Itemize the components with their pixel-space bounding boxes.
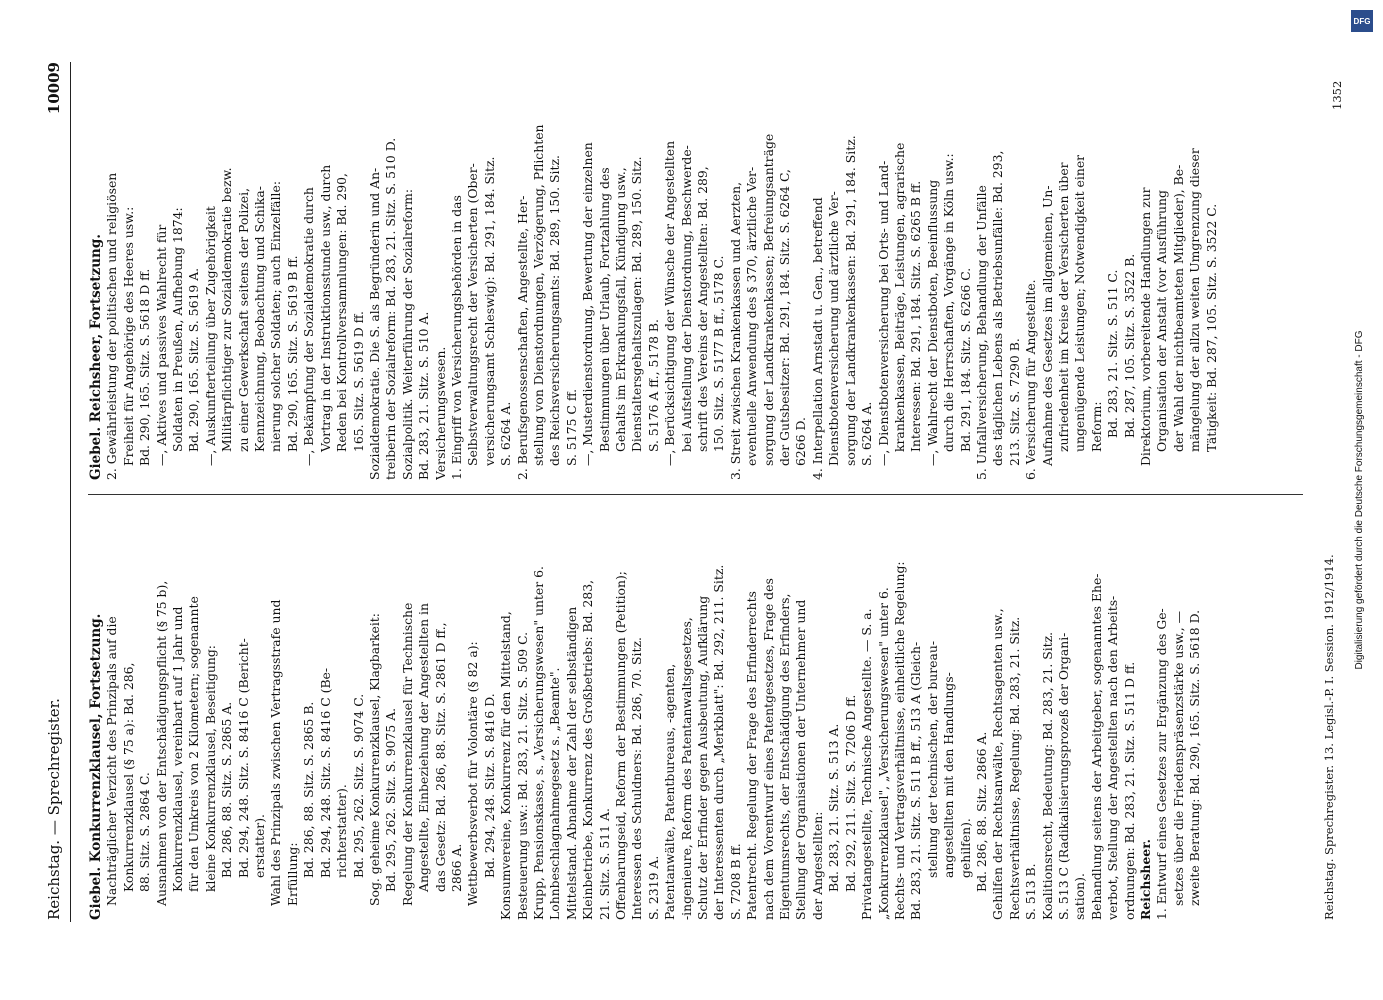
register-line: Offenbarungseid, Reform der Bestimmungen (Petition); xyxy=(613,571,628,920)
register-line: 2. Gewährleistung der politischen und religiösen xyxy=(104,172,120,480)
dfg-credit-text: Digitalisierung gefördert durch die Deutsche Forschungsgemeinschaft - DFG xyxy=(1354,330,1365,670)
register-line: zweite Beratung: Bd. 290, 165. Sitz. S. 5618 D. xyxy=(1187,609,1203,906)
register-line: Konsumvereine, Konkurrenz für den Mittelstand, xyxy=(498,611,514,920)
header-rule xyxy=(70,62,71,922)
register-line: mängelung der allzu weiten Umgrenzung dieser xyxy=(1187,148,1203,452)
register-line: —, Aktives und passives Wahlrecht für xyxy=(153,224,169,466)
dfg-sidebar xyxy=(1342,0,1383,1000)
register-line: Erfüllung: xyxy=(284,842,300,906)
register-line: 6. Versicherung für Angestellte. xyxy=(1023,279,1039,480)
register-line: Schutz der Erfinder gegen Ausbeutung, Aufklärung xyxy=(695,595,711,920)
register-line: 4. Interpellation Arnstadt u. Gen., betreffend xyxy=(809,197,825,480)
register-line: 165. Sitz. S. 5619 D ff. xyxy=(350,311,366,452)
register-line: Rechtsverhältnisse, Regelung: Bd. 283, 21. Sitz. xyxy=(1006,616,1022,920)
register-line: S. 513 C (Radikalisierungsprozeß der Organi- xyxy=(1055,632,1071,920)
register-line: Bd. 295, 262. Sitz. S. 9074 C. xyxy=(350,693,366,878)
register-line: Reichsheer. xyxy=(1138,839,1153,920)
register-line: Bd. 283, 21. Sitz. S. 510 A. xyxy=(416,311,432,480)
register-line: ordnungen: Bd. 283, 21. Sitz. S. 511 D ff. xyxy=(1121,661,1137,920)
column-divider xyxy=(88,494,1303,495)
register-line: Sog. geheime Konkurrenzklausel, Klagbarkeit: xyxy=(366,613,382,906)
page-header-title: Reichstag. — Sprechregister. xyxy=(45,698,63,920)
register-line: stellung von Dienstordnungen, Verzögerung, Pflichten xyxy=(530,124,546,466)
register-line: Bd. 294, 248. Sitz. S. 8416 C (Be- xyxy=(317,667,333,878)
register-line: Bd. 283, 21. Sitz. S. 511 B ff., 513 A (Gleich- xyxy=(908,641,924,920)
register-line: S. 7208 B ff. xyxy=(727,843,743,920)
register-line: Giebel. Reichsheer, Fortsetzung. xyxy=(88,234,104,480)
register-line: erstatter). xyxy=(252,814,268,878)
register-line: Sozialdemokratie. Die S. als Begründerin und An- xyxy=(366,167,382,480)
register-line: -ingenieure, Reform des Patentanwaltsgesetzes, xyxy=(678,617,694,920)
register-line: 88. Sitz. S. 2864 C. xyxy=(137,772,153,892)
register-line: Organisation der Anstalt (vor Ausführung xyxy=(1154,190,1170,452)
register-line: 1. Entwurf eines Gesetzes zur Ergänzung des Ge- xyxy=(1154,608,1170,920)
register-line: Bd. 295, 262. Sitz. S. 9075 A. xyxy=(383,707,399,892)
register-line: Bd. 283, 21. Sitz. S. 513 A. xyxy=(826,723,842,892)
register-line: Bd. 286, 88. Sitz. S. 2865 A. xyxy=(219,701,235,878)
register-line: angestellten mit den Handlungs- xyxy=(941,672,957,878)
register-line: Bd. 290, 165. Sitz. S. 5618 D ff. xyxy=(137,268,153,466)
register-line: Patentanwälte, Patentbureaus, -agenten, xyxy=(662,663,678,920)
register-line: Eigentumsrechts, der Entschädigung des Erfinders, xyxy=(777,593,793,920)
register-line: Direktorium, vorbereitende Handlungen zur xyxy=(1138,187,1153,466)
register-line: Nachträglicher Verzicht des Prinzipals auf die xyxy=(104,616,120,906)
register-line: Besteuerung usw.: Bd. 283, 21. Sitz. S. 509 C. xyxy=(514,631,530,920)
register-line: Interessen des Schuldners: Bd. 286, 70. Sitz. xyxy=(629,637,645,920)
register-line: „Konkurrenzklausel", „Versicherungswesen" unter 6. xyxy=(875,587,891,920)
register-line: Wettbewerbsverbot für Volontäre (§ 82 a): xyxy=(465,641,481,906)
register-line: Bd. 290, 165. Sitz. S. 5619 A. xyxy=(186,267,202,452)
register-line: Interessen: Bd. 291, 184. Sitz. S. 6265 B ff. xyxy=(908,180,924,452)
register-line: 3. Streit zwischen Krankenkassen und Aerzten, xyxy=(727,181,743,480)
register-line: Sozialpolitik. Weiterführung der Sozialreform: xyxy=(399,188,415,480)
register-line: ungenügende Leistungen; Notwendigkeit einer xyxy=(1072,154,1088,452)
register-line: des täglichen Lebens als Betriebsunfälle: Bd. 293, xyxy=(990,150,1006,466)
page-number-bottom: 1352 xyxy=(1330,80,1344,110)
register-line: 1. Eingriff von Versicherungsbehörden in das xyxy=(448,195,464,480)
register-line: 150. Sitz. S. 5177 B ff., 5178 C. xyxy=(711,255,727,452)
register-line: Kleinbetriebe, Konkurrenz des Großbetriebs: Bd. 283, xyxy=(580,579,596,920)
register-line: 213. Sitz. S. 7290 B. xyxy=(1006,338,1022,466)
register-line: Lohnbeschlagnahmegesetz s. „Beamte". xyxy=(547,667,563,920)
register-line: Dienstaltersgehaltszulagen: Bd. 289, 150. Sitz. xyxy=(629,156,645,452)
register-line: Regelung der Konkurrenzklausel für Technische xyxy=(399,602,415,906)
register-line: —, Auskunfterteilung über Zugehörigkeit xyxy=(202,206,218,466)
register-line: Wahl des Prinzipals zwischen Vertragsstrafe und xyxy=(268,599,284,906)
register-line: krankenkassen, Beiträge, Leistungen, agrarische xyxy=(891,142,907,452)
page-number-top: 10009 xyxy=(45,62,63,115)
register-line: 2866 A. xyxy=(448,843,464,892)
register-line: Bd. 290, 165. Sitz. S. 5619 B ff. xyxy=(284,255,300,452)
register-line: Angestellte, Einbeziehung der Angestellten in xyxy=(416,603,432,892)
register-line: Bd. 286, 88. Sitz. S. 2865 B. xyxy=(301,701,317,878)
register-line: Bd. 287, 105. Sitz. S. 3522 B. xyxy=(1121,253,1137,438)
register-line: verbot, Stellung der Angestellten nach den Arbeits- xyxy=(1105,595,1121,920)
register-line: Ausnahmen von der Entschädigungspflicht (§ 75 b), xyxy=(153,580,169,906)
register-line: —, Bekämpfung der Sozialdemokratie durch xyxy=(301,187,317,466)
register-line: versicherungsamt Schleswig): Bd. 291, 184. Sitz. xyxy=(481,156,497,466)
register-line: Rechts- und Vertragsverhältnisse, einheitliche Regelung: xyxy=(891,561,907,920)
register-line: kleine Konkurrenzklausel, Beseitigung: xyxy=(202,645,218,892)
register-line: das Gesetz: Bd. 286, 88. Sitz. S. 2861 D ff., xyxy=(432,622,448,892)
register-line: Stellung der Organisationen der Unternehmer und xyxy=(793,599,809,920)
register-line: Bd. 294, 248. Sitz. S. 8416 D. xyxy=(481,693,497,878)
register-line: des Reichsversicherungsamts: Bd. 289, 150. Sitz. xyxy=(547,155,563,466)
register-line: —, Dienstbotenversicherung bei Orts- und Land- xyxy=(875,160,891,466)
register-line: stellung der technischen, der bureau- xyxy=(924,640,940,878)
register-line: S. 6264 A. xyxy=(498,401,514,466)
register-line: Selbstverwaltungsrecht der Versicherten (Ober- xyxy=(465,163,481,466)
register-line: Gehilfen der Rechtsanwälte, Rechtsagenten usw., xyxy=(990,608,1006,920)
register-line: Mittelstand. Abnahme der Zahl der selbständigen xyxy=(563,606,579,920)
register-line: Bd. 292, 211. Sitz. S. 7206 D ff. xyxy=(842,694,858,892)
register-line: S. 2319 A. xyxy=(645,855,661,920)
register-line: Tätigkeit: Bd. 287, 105. Sitz. S. 3522 C. xyxy=(1203,203,1219,452)
register-line: Koalitionsrecht, Bedeutung: Bd. 283, 21. Sitz. xyxy=(1039,631,1055,920)
register-line: Gehalts im Erkrankungsfall, Kündigung usw., xyxy=(613,167,628,452)
register-line: 2. Berufsgenossenschaften, Angestellte, Her- xyxy=(514,195,530,480)
dfg-logo: DFG xyxy=(1351,10,1373,32)
register-line: S. 5176 A ff., 5178 B. xyxy=(645,319,661,452)
register-line: Krupp, Pensionskasse, s. „Versicherungswesen" unter 6. xyxy=(530,566,546,920)
register-line: Bd. 294, 248. Sitz. S. 8416 C (Bericht- xyxy=(235,638,251,878)
register-line: 21. Sitz. S. 511 A. xyxy=(596,808,612,920)
column-right xyxy=(88,70,1220,480)
page-footer: Reichstag. Sprechregister. 13. Legisl.-P. I. Session. 1912/1914. xyxy=(1322,554,1336,920)
register-line: treiberin der Sozialreform: Bd. 283, 21. Sitz. S. 510 D. xyxy=(383,137,399,480)
register-line: nierung solcher Soldaten; auch Einzelfälle: xyxy=(268,180,284,452)
register-line: Bd. 286, 88. Sitz. 2866 A. xyxy=(973,731,989,892)
register-line: Behandlung seitens der Arbeitgeber, sogenanntes Ehe- xyxy=(1088,573,1104,920)
register-line: Vortrag in der Instruktionsstunde usw., durch xyxy=(317,164,333,452)
register-line: richterstatter). xyxy=(334,784,350,878)
register-line: zufriedenheit im Kreise der Versicherten über xyxy=(1055,162,1071,452)
register-line: schrift des Vereins der Angestellten: Bd. 289, xyxy=(695,166,711,452)
register-line: Reform: xyxy=(1088,401,1104,452)
register-line: Freiheit für Angehörige des Heeres usw.: xyxy=(120,206,136,466)
register-line: S. 5175 C ff. xyxy=(563,388,579,466)
register-line: Reden bei Kontrollversammlungen: Bd. 290, xyxy=(334,173,350,452)
register-line: setzes über die Friedenspräsenzstärke usw., — xyxy=(1170,610,1186,906)
register-line: gehilfen). xyxy=(957,818,973,878)
register-line: Patentrecht. Regelung der Frage des Erfinderrechts xyxy=(744,591,760,920)
register-line: Militärpflichtiger zur Sozialdemokratie bezw. xyxy=(219,167,235,452)
register-line: Bd. 291, 184. Sitz. S. 6266 C. xyxy=(957,267,973,452)
register-line: durch die Herrschaften, Vorgänge in Köln usw.: xyxy=(941,153,957,452)
register-line: Privatangestellte, Technische Angestellte. — S. a. xyxy=(859,608,875,920)
register-line: sorgung der Landkrankenkassen: Bd. 291, 184. Sitz. xyxy=(842,135,858,466)
register-line: S. 513 B. xyxy=(1023,863,1039,920)
register-line: —, Wahlrecht der Dienstboten, Beeinflussung xyxy=(924,179,940,466)
register-line: Versicherungswesen. xyxy=(432,346,448,480)
register-line: Aufnahme des Gesetzes im allgemeinen, Un- xyxy=(1039,185,1055,466)
register-line: der Angestellten: xyxy=(809,811,825,920)
register-line: —, Berücksichtigung der Wünsche der Angestellten xyxy=(662,140,678,466)
register-line: für den Umkreis von 2 Kilometern; sogenannte xyxy=(186,596,202,892)
column-left xyxy=(88,510,1204,920)
register-line: der Wahl der nichtbeamteten Mitglieder), Be- xyxy=(1170,164,1186,452)
register-line: Bestimmungen über Urlaub, Fortzahlung des xyxy=(596,167,612,452)
register-line: Kennzeichnung, Beobachtung und Schika- xyxy=(252,186,268,452)
register-line: —, Musterdienstordnung, Bewertung der einzelnen xyxy=(580,142,596,466)
register-line: Giebel. Konkurrenzklausel, Fortsetzung. xyxy=(88,613,104,920)
register-line: Konkurrenzklausel, vereinbart auf 1 Jahr und xyxy=(170,606,186,892)
register-line: Dienstbotenversicherung und ärztliche Ver- xyxy=(826,191,842,466)
register-line: Konkurrenzklausel (§ 75 a): Bd. 286, xyxy=(120,662,136,892)
register-line: 6266 D. xyxy=(793,417,809,466)
register-line: der Gutsbesitzer: Bd. 291, 184. Sitz. S. 6264 C, xyxy=(777,169,793,466)
register-line: Soldaten in Preußen, Aufhebung 1874: xyxy=(170,207,186,452)
register-line: nach dem Vorentwurf eines Patentgesetzes, Frage des xyxy=(760,578,776,920)
register-line: bei Aufstellung der Dienstordnung, Beschwerde- xyxy=(678,145,694,452)
register-line: 5. Unfallversicherung, Behandlung der Unfälle xyxy=(973,185,989,480)
register-line: S. 6264 A. xyxy=(859,401,875,466)
register-line: Bd. 283, 21. Sitz. S. 511 C. xyxy=(1105,269,1121,438)
register-line: zu einer Gewerkschaft seitens der Polizei, xyxy=(235,187,251,452)
register-line: eventuelle Anwendung des § 370, ärztliche Ver- xyxy=(744,166,760,466)
register-line: sation). xyxy=(1072,873,1088,920)
register-line: sorgung der Landkrankenkassen; Befreiungsanträge xyxy=(760,133,776,466)
register-line: der Interessenten durch „Merkblatt": Bd. 292, 211. Sitz. xyxy=(711,564,727,920)
